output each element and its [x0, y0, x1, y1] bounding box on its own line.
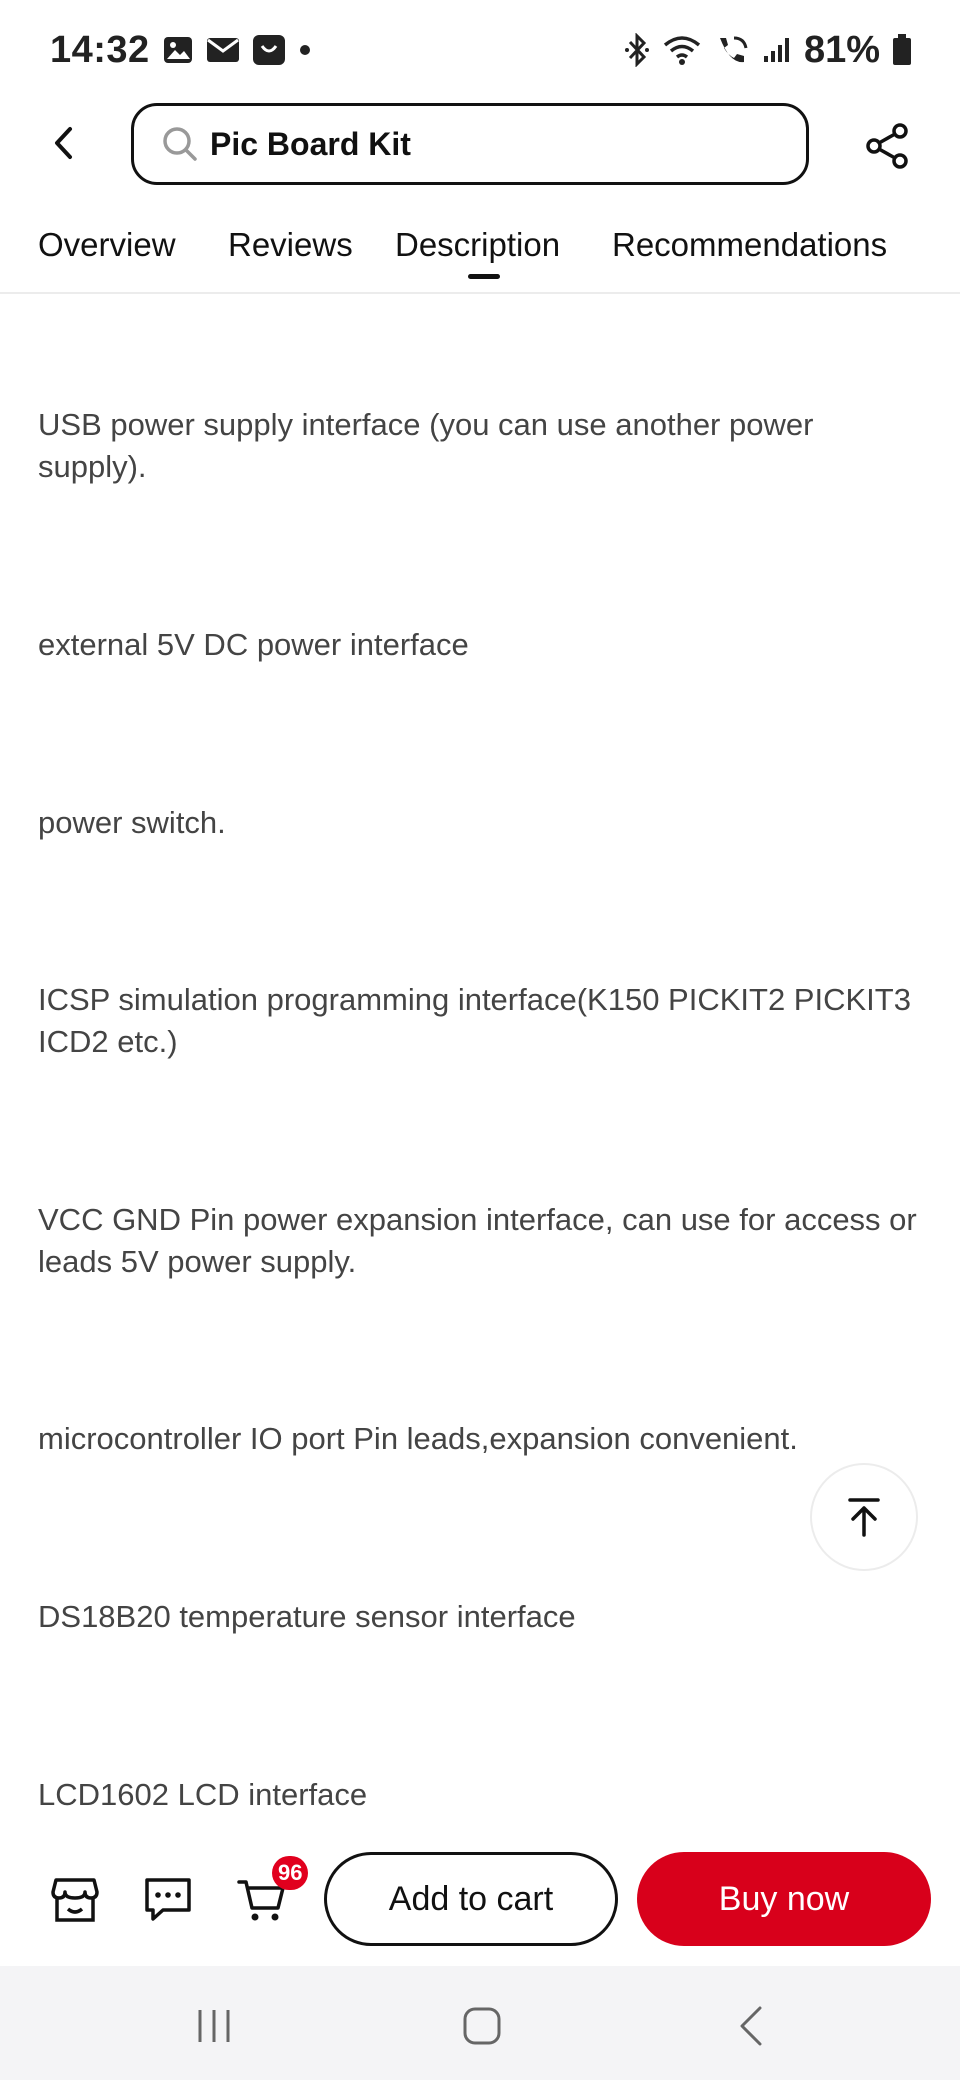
tab-overview[interactable]: Overview: [38, 226, 176, 263]
back-icon: [732, 2004, 772, 2048]
active-tab-indicator: [468, 274, 500, 279]
description-line: LCD1602 LCD interface: [38, 1777, 368, 1812]
tab-reviews[interactable]: Reviews: [228, 226, 353, 263]
shop-icon: [252, 34, 286, 66]
header: [0, 100, 960, 190]
share-button[interactable]: [860, 118, 916, 174]
battery-icon: [892, 34, 912, 66]
chat-icon: [143, 1876, 193, 1924]
home-icon: [460, 2004, 504, 2048]
search-query: Pic Board Kit: [210, 125, 411, 162]
battery-percentage: 81%: [803, 28, 880, 71]
description-line: microcontroller IO port Pin leads,expansion convenient.: [38, 1421, 798, 1456]
search-input[interactable]: [131, 103, 809, 185]
system-navigation-bar: [0, 1966, 960, 2080]
tab-recommendations[interactable]: Recommendations: [612, 226, 888, 263]
home-button[interactable]: [452, 1996, 512, 2056]
bottom-action-bar: [0, 1836, 960, 1966]
recent-apps-icon: [192, 2006, 236, 2046]
arrow-up-icon: [842, 1495, 886, 1539]
wifi-icon: [662, 34, 702, 66]
back-button[interactable]: [38, 118, 88, 168]
system-back-button[interactable]: [722, 1996, 782, 2056]
store-icon: [50, 1876, 100, 1924]
buy-now-button[interactable]: Buy now: [637, 1852, 931, 1946]
description-line: USB power supply interface (you can use another power supply).: [38, 407, 814, 484]
search-icon: [160, 124, 200, 164]
recent-apps-button[interactable]: [184, 1996, 244, 2056]
description-line: VCC GND Pin power expansion interface, can use for access or leads 5V power supply.: [38, 1202, 917, 1279]
store-button[interactable]: [45, 1870, 105, 1930]
description-content: [0, 296, 960, 1836]
signal-icon: [762, 36, 792, 64]
description-line: external 5V DC power interface: [38, 627, 469, 662]
message-button[interactable]: [138, 1870, 198, 1930]
description-line: DS18B20 temperature sensor interface: [38, 1599, 576, 1634]
back-to-top-button[interactable]: [810, 1463, 918, 1571]
gallery-icon: [162, 35, 194, 65]
status-left: [50, 29, 312, 72]
chevron-left-icon: [48, 123, 78, 163]
bluetooth-icon: [624, 33, 650, 67]
dot-icon: [298, 43, 312, 57]
status-bar: [0, 0, 960, 100]
status-time: 14:32: [50, 28, 150, 71]
description-line: power switch.: [38, 805, 226, 840]
add-to-cart-button[interactable]: Add to cart: [324, 1852, 618, 1946]
mail-icon: [206, 37, 240, 63]
share-icon: [864, 122, 912, 170]
cart-count-badge: 96: [272, 1856, 308, 1890]
description-line: ICSP simulation programming interface(K150 PICKIT2 PICKIT3 ICD2 etc.): [38, 982, 911, 1059]
status-right: [624, 29, 912, 72]
section-tabs: [0, 218, 960, 294]
tab-description[interactable]: Description: [395, 226, 561, 263]
wifi-call-icon: [714, 34, 750, 66]
